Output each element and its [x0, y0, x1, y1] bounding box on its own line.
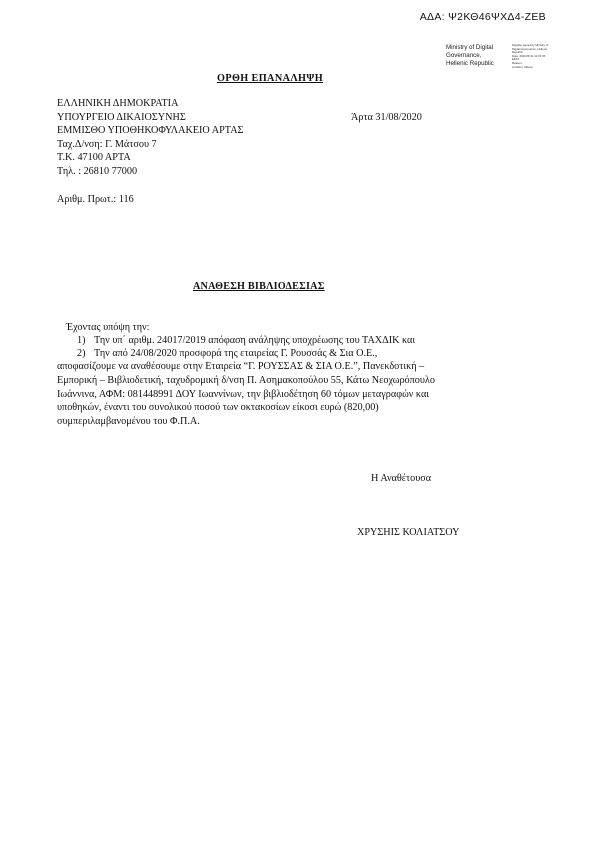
signer-name: ΧΡΥΣΗΙΣ ΚΟΛΙΑΤΣΟΥ: [357, 527, 460, 538]
document-date: Άρτα 31/08/2020: [351, 112, 422, 123]
list-item-text: Την υπ΄ αριθμ. 24017/2019 απόφαση ανάληψης υποχρέωσης του ΤΑΧΔΙΚ και: [94, 335, 416, 346]
certificate-line: Date: 2020.08.31 12:15:36: [512, 53, 546, 58]
digital-signature-details: [512, 44, 576, 69]
sender-line: Τ.Κ. 47100 ΑΡΤΑ: [57, 152, 131, 163]
certificate-line: Location: Athens: [512, 64, 533, 69]
certificate-line: Digital Governance, Hellenic: [512, 46, 548, 51]
paragraph-line: Εμπορική – Βιβλιοδετική, ταχυδρομική δ/νση Π. Ασημακοπούλου 55, Κάτω Νεοχωρόπουλο: [57, 374, 435, 386]
sender-line: ΕΜΜΙΣΘΟ ΥΠΟΘΗΚΟΦΥΛΑΚΕΙΟ ΑΡΤΑΣ: [57, 125, 244, 136]
paragraph-line: Ιωάννινα, ΑΦΜ: 081448991 ΔΟΥ Ιωαννίνων, την βιβλιοδέτηση 60 τόμων μεταγραφών και: [57, 388, 430, 400]
certificate-line: EEST: [512, 57, 520, 62]
certificate-line: Reason:: [512, 60, 523, 65]
paragraph-line: υποθηκών, έναντι του συνολικού ποσού των οκτακοσίων είκοσι ευρώ (820,00): [57, 402, 379, 414]
sender-line: Τηλ. : 26810 77000: [57, 165, 138, 177]
list-item: [77, 347, 377, 361]
decision-paragraph: [57, 360, 435, 429]
issuer-line: Governance,: [446, 51, 482, 59]
ada-code: ΑΔΑ: Ψ2ΚΘ46ΨΧΔ4-ΖΕΒ: [419, 11, 546, 23]
certificate-line: Digitally signed by Ministry of: [512, 43, 549, 47]
list-item-number: 2): [77, 348, 86, 359]
issuer-line: Ministry of Digital: [446, 44, 494, 51]
list-item: [77, 334, 415, 348]
intro-text: Έχοντας υπόψη την:: [66, 322, 150, 333]
signer-role: Η Αναθέτουσα: [371, 473, 432, 484]
sender-line: Ταχ.Δ/νση: Γ. Μάτσου 7: [57, 138, 157, 150]
correction-heading: ΟΡΘΗ ΕΠΑΝΑΛΗΨΗ: [217, 73, 324, 84]
paragraph-line: αποφασίζουμε να αναθέσουμε στην Εταιρεία “Γ. ΡΟΥΣΣΑΣ & ΣΙΑ Ο.Ε.”, Πανεκδοτική –: [57, 361, 425, 372]
sender-line: ΥΠΟΥΡΓΕΙΟ ΔΙΚΑΙΟΣΥΝΗΣ: [57, 111, 186, 123]
sender-block: [57, 97, 243, 178]
certificate-line: Republic: [512, 50, 523, 55]
paragraph-line: συμπεριλαμβανομένου του Φ.Π.Α.: [57, 416, 200, 428]
digital-signature-issuer: [446, 44, 494, 67]
issuer-line: Hellenic Republic: [446, 59, 494, 67]
protocol-number: Αριθμ. Πρωτ.: 116: [57, 194, 134, 205]
list-item-text: Την από 24/08/2020 προσφορά της εταιρείας Γ. Ρουσσάς & Σια Ο.Ε.,: [94, 348, 378, 359]
sender-line: ΕΛΛΗΝΙΚΗ ΔΗΜΟΚΡΑΤΙΑ: [57, 98, 179, 109]
list-item-number: 1): [77, 335, 86, 346]
document-title: ΑΝΑΘΕΣΗ ΒΙΒΛΙΟΔΕΣΙΑΣ: [193, 281, 325, 292]
